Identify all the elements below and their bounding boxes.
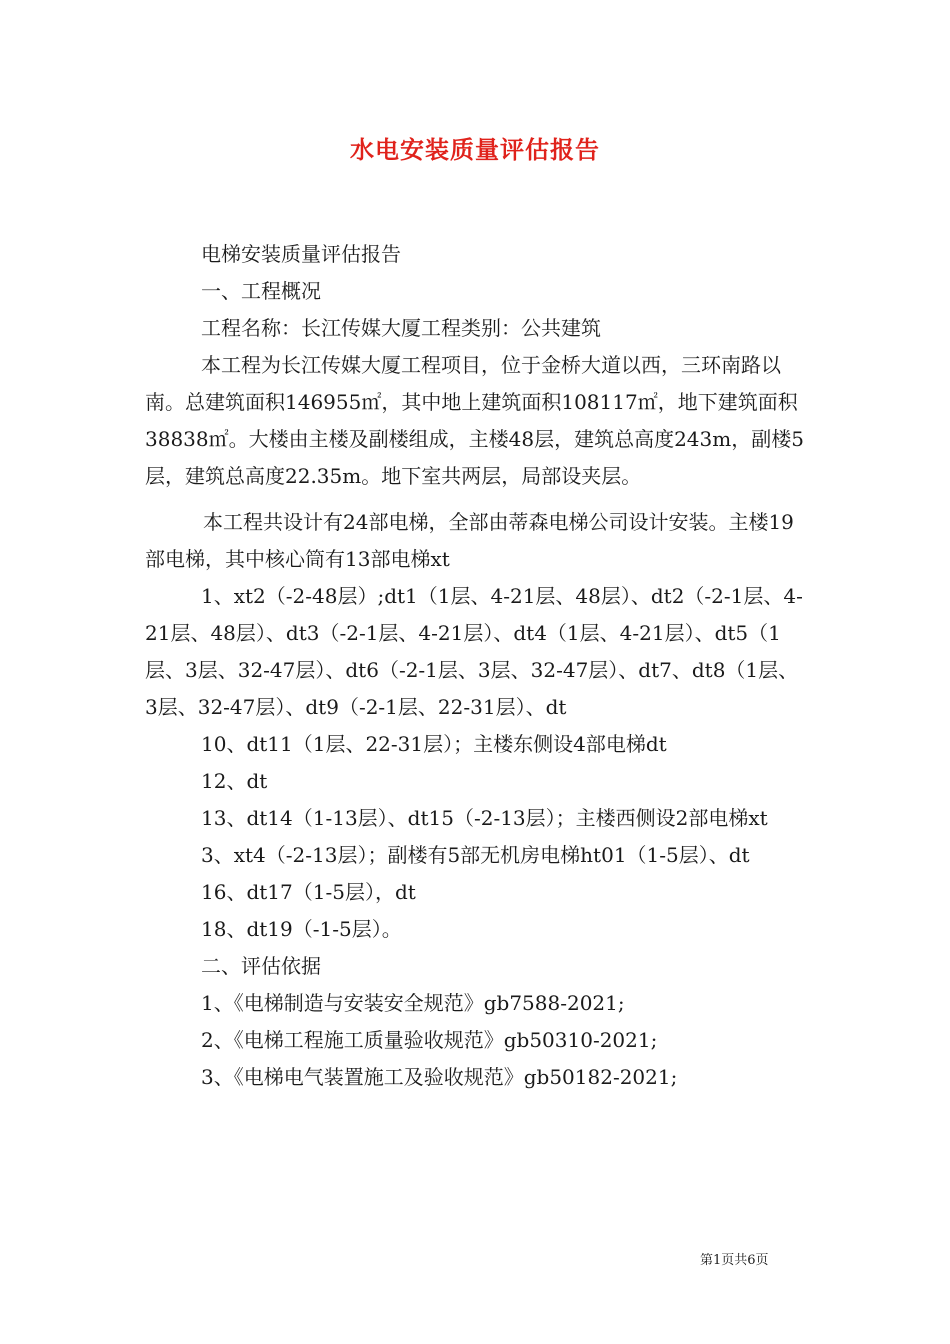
paragraph-elevator-list-7: 18、dt19（-1-5层）。: [201, 917, 402, 941]
paragraph-project-overview: 本工程为长江传媒大厦工程项目，位于金桥大道以西，三环南路以南。总建筑面积146955㎡，其中地上建筑面积108117㎡，地下建筑面积38838㎡。大楼由主楼及副楼组成，主楼48层，建筑总高度243m，副楼5层，建筑总高度22.35m。地下室共两层，局部设夹层。: [145, 353, 804, 488]
paragraph-elevator-summary: 本工程共设计有24部电梯，全部由蒂森电梯公司设计安装。主楼19部电梯，其中核心筒有13部电梯xt: [145, 510, 794, 571]
paragraph-elevator-list-1: 1、xt2（-2-48层）;dt1（1层、4-21层、48层）、dt2（-2-1层、4-21层、48层）、dt3（-2-1层、4-21层）、dt4（1层、4-21层）、dt5（1层、3层、32-47层）、dt6（-2-1层、3层、32-47层）、dt7、dt8（1层、3层、32-47层）、dt9（-2-1层、22-31层）、dt: [145, 584, 803, 719]
paragraph-elevator-list-3: 12、dt: [201, 769, 268, 793]
paragraph-elevator-list-5: 3、xt4（-2-13层）；副楼有5部无机房电梯ht01（1-5层）、dt: [201, 843, 750, 867]
paragraph-elevator-list-2: 10、dt11（1层、22-31层）；主楼东侧设4部电梯dt: [201, 732, 667, 756]
paragraph-section-1-heading: 一、工程概况: [201, 279, 321, 303]
paragraph-basis-2: 2、《电梯工程施工质量验收规范》gb50310-2021;: [201, 1028, 658, 1052]
paragraph-section-2-heading: 二、评估依据: [201, 954, 321, 978]
document-body: [145, 236, 810, 1096]
paragraph-project-name: 工程名称：长江传媒大厦工程类别：公共建筑: [201, 316, 601, 340]
paragraph-basis-3: 3、《电梯电气装置施工及验收规范》gb50182-2021;: [201, 1065, 678, 1089]
paragraph-elevator-list-4: 13、dt14（1-13层）、dt15（-2-13层）；主楼西侧设2部电梯xt: [201, 806, 768, 830]
document-title: 水电安装质量评估报告: [350, 135, 600, 164]
paragraph-subtitle: 电梯安装质量评估报告: [201, 242, 401, 266]
paragraph-basis-1: 1、《电梯制造与安装安全规范》gb7588-2021;: [201, 991, 625, 1015]
paragraph-elevator-list-6: 16、dt17（1-5层），dt: [201, 880, 416, 904]
page-number-footer: 第1页共6页: [700, 1253, 769, 1268]
